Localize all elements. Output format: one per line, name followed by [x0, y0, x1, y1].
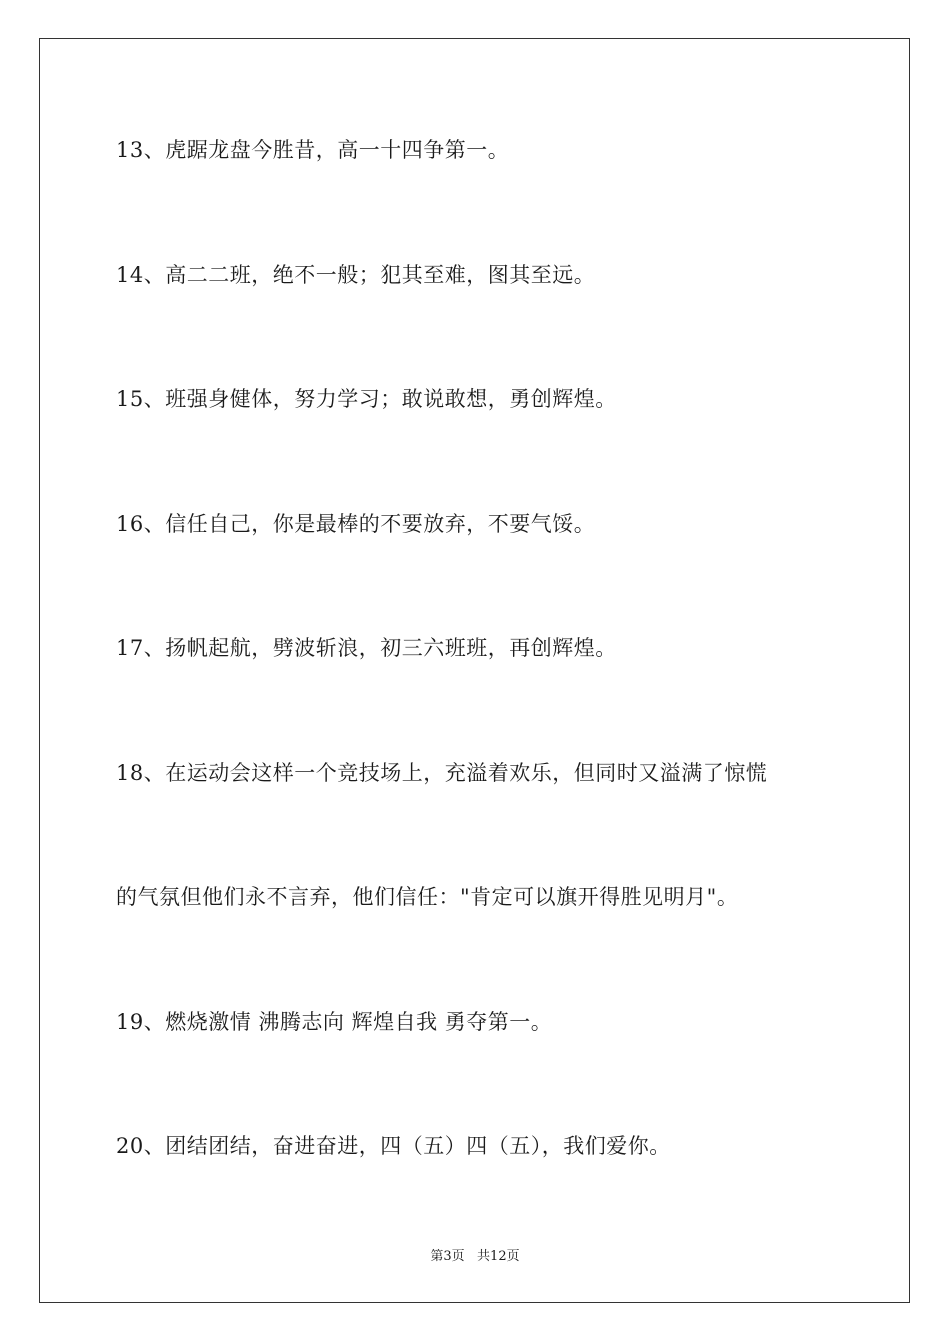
slogan-13: 13、虎踞龙盘今胜昔，高一十四争第一。 [116, 138, 510, 162]
slogan-17: 17、扬帆起航，劈波斩浪，初三六班班，再创辉煌。 [116, 636, 617, 660]
page-border [39, 38, 910, 1303]
slogan-19: 19、燃烧激情 沸腾志向 辉煌自我 勇夺第一。 [116, 1010, 553, 1034]
slogan-15: 15、班强身健体，努力学习；敢说敢想，勇创辉煌。 [116, 387, 617, 411]
slogan-18-line-1: 18、在运动会这样一个竞技场上，充溢着欢乐，但同时又溢满了惊慌 [116, 761, 768, 785]
slogan-16: 16、信任自己，你是最棒的不要放弃，不要气馁。 [116, 512, 596, 536]
page-number-footer: 第3页 共12页 [430, 1249, 520, 1264]
slogan-14: 14、高二二班，绝不一般；犯其至难，图其至远。 [116, 263, 596, 287]
slogan-20: 20、团结团结，奋进奋进，四（五）四（五），我们爱你。 [116, 1134, 671, 1158]
slogan-18-line-2: 的气氛但他们永不言弃，他们信任："肯定可以旗开得胜见明月"。 [116, 885, 739, 909]
